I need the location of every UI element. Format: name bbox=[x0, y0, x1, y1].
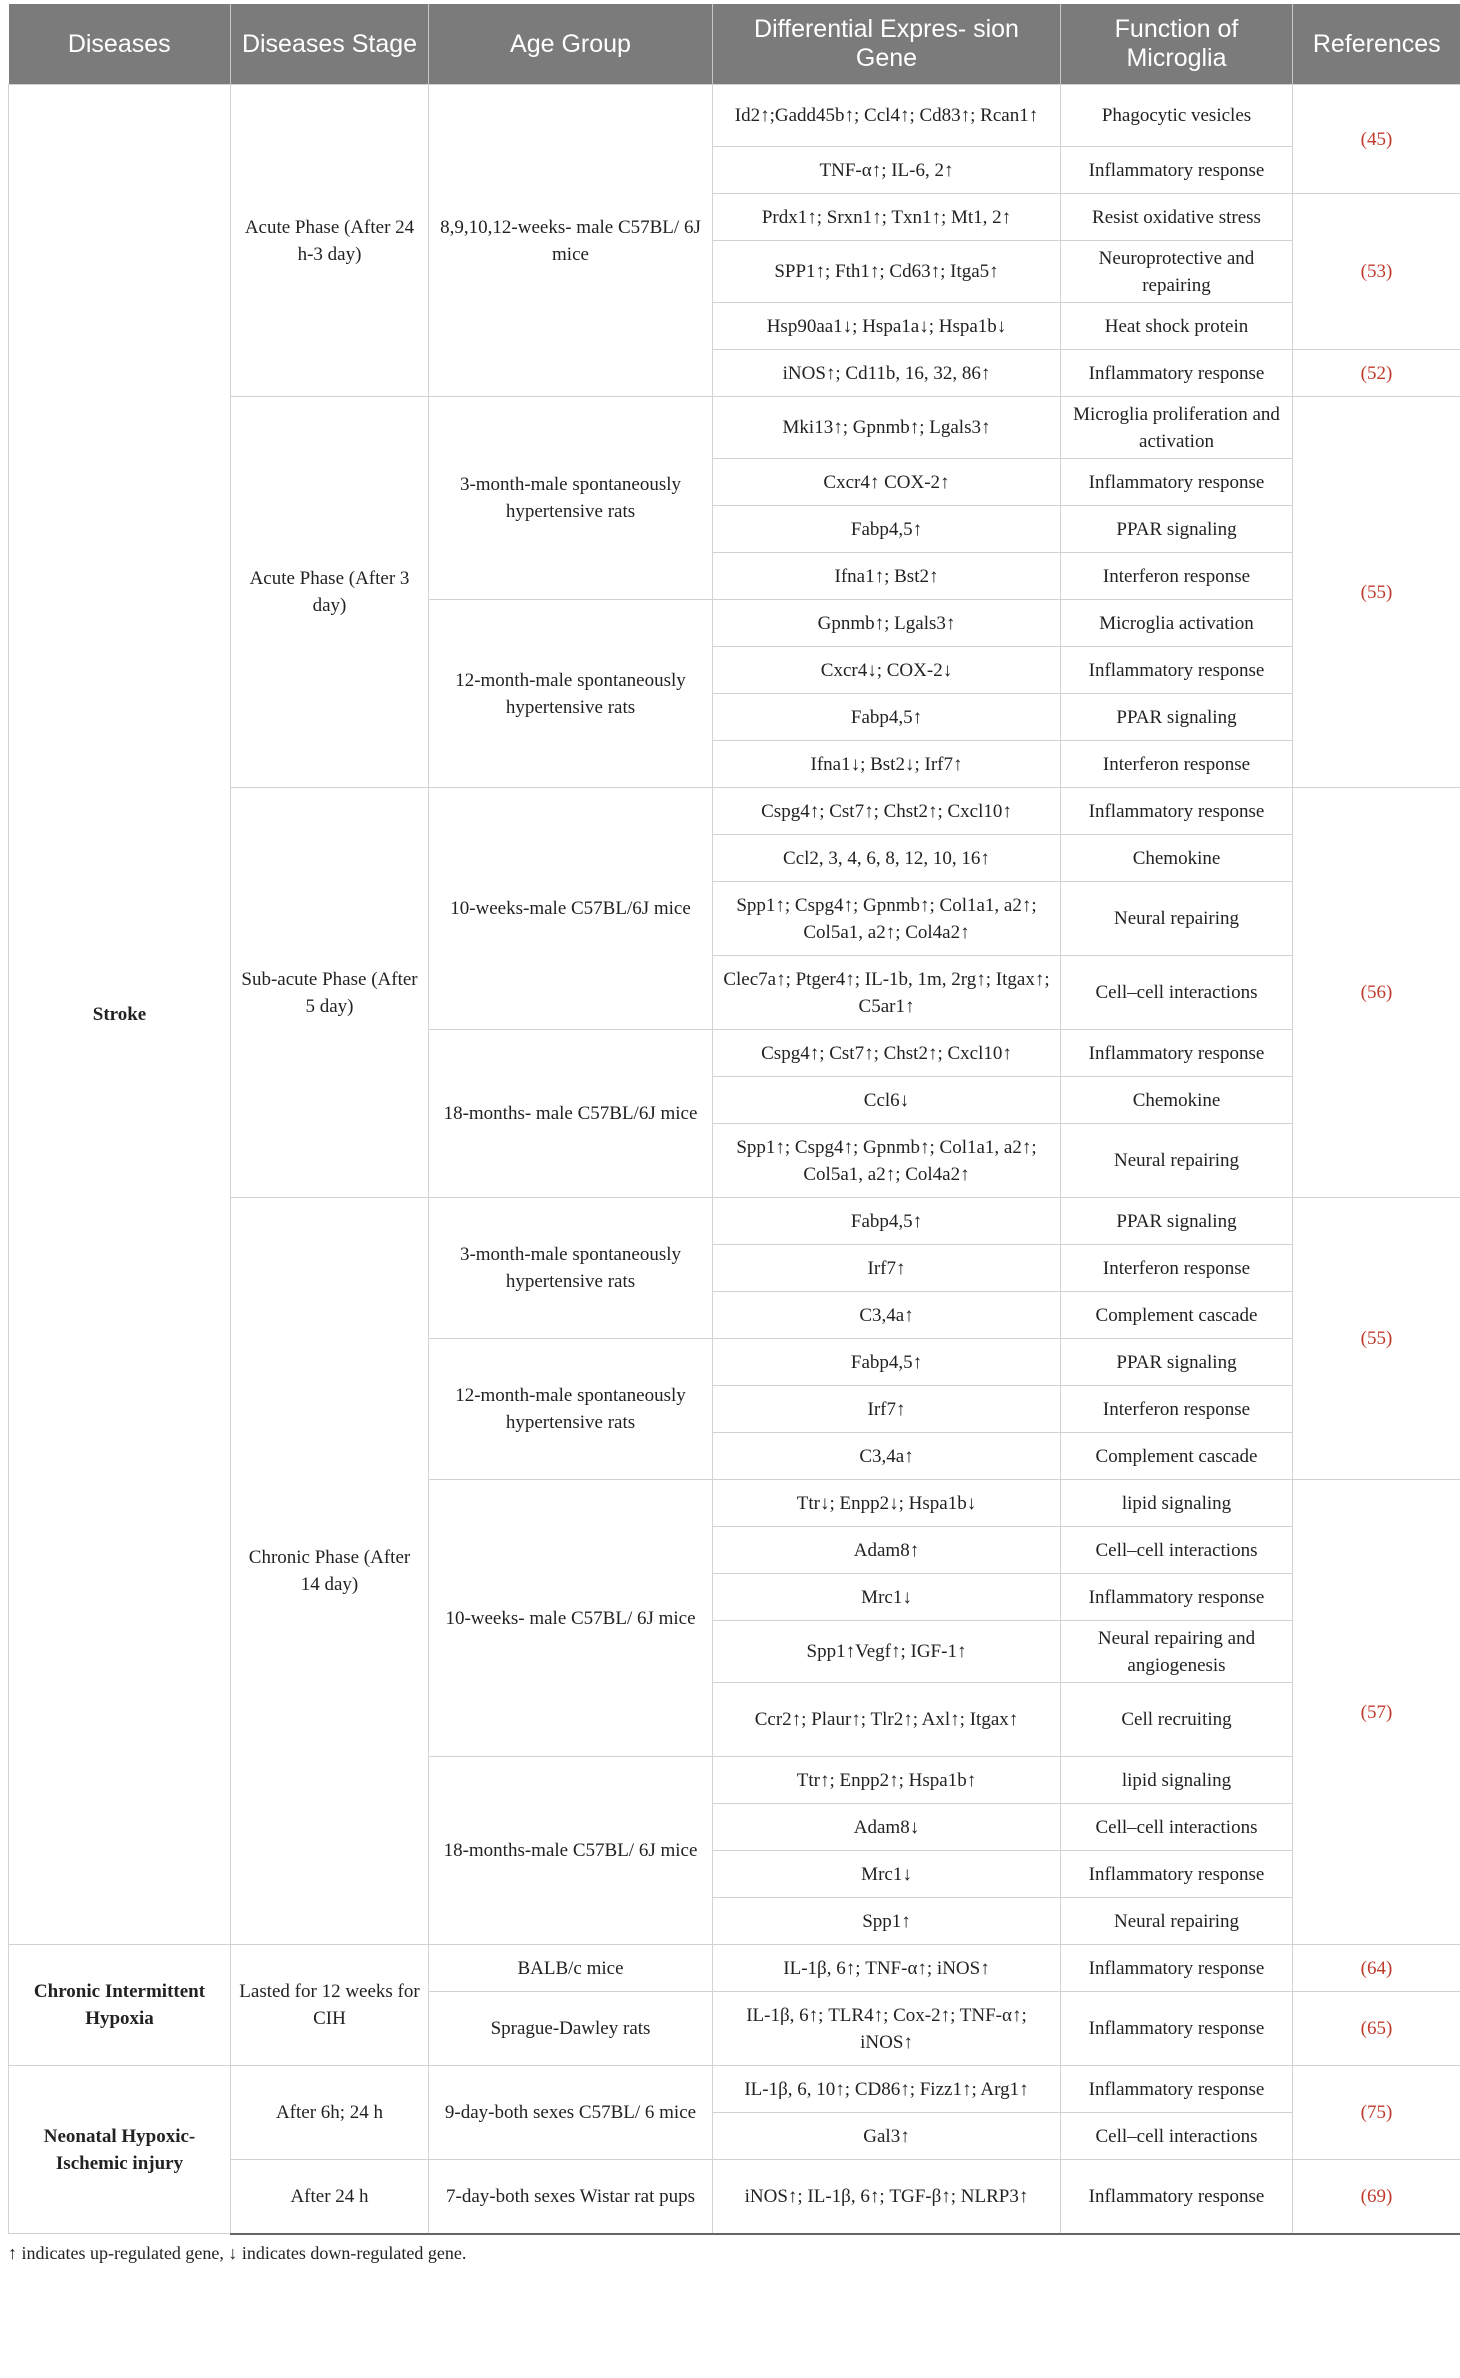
table-row bbox=[9, 2066, 1460, 2113]
header-diseases-stage: Diseases Stage bbox=[231, 4, 429, 85]
cell-function: PPAR signaling bbox=[1061, 1198, 1293, 1245]
cell-gene: Adam8↓ bbox=[713, 1804, 1061, 1851]
header-age-group: Age Group bbox=[429, 4, 713, 85]
cell-gene: IL-1β, 6, 10↑; CD86↑; Fizz1↑; Arg1↑ bbox=[713, 2066, 1061, 2113]
cell-reference: (52) bbox=[1293, 350, 1460, 397]
cell-gene: Mrc1↓ bbox=[713, 1851, 1061, 1898]
cell-age-group: 10-weeks-male C57BL/6J mice bbox=[429, 788, 713, 1030]
cell-gene: Fabp4,5↑ bbox=[713, 694, 1061, 741]
cell-age-group: BALB/c mice bbox=[429, 1945, 713, 1992]
cell-function: Chemokine bbox=[1061, 835, 1293, 882]
header-row bbox=[9, 4, 1460, 85]
cell-function: Complement cascade bbox=[1061, 1292, 1293, 1339]
cell-function: lipid signaling bbox=[1061, 1757, 1293, 1804]
cell-gene: Spp1↑; Cspg4↑; Gpnmb↑; Col1a1, a2↑; Col5a1, a2↑; Col4a2↑ bbox=[713, 1124, 1061, 1198]
cell-gene: Ccr2↑; Plaur↑; Tlr2↑; Axl↑; Itgax↑ bbox=[713, 1683, 1061, 1757]
cell-gene: Hsp90aa1↓; Hspa1a↓; Hspa1b↓ bbox=[713, 303, 1061, 350]
cell-gene: iNOS↑; Cd11b, 16, 32, 86↑ bbox=[713, 350, 1061, 397]
cell-function: Interferon response bbox=[1061, 1245, 1293, 1292]
table-row bbox=[9, 85, 1460, 147]
cell-function: Cell–cell interactions bbox=[1061, 2113, 1293, 2160]
cell-gene: Prdx1↑; Srxn1↑; Txn1↑; Mt1, 2↑ bbox=[713, 194, 1061, 241]
cell-disease: Chronic Intermittent Hypoxia bbox=[9, 1945, 231, 2066]
data-table bbox=[8, 4, 1460, 2235]
cell-function: Inflammatory response bbox=[1061, 647, 1293, 694]
cell-age-group: 10-weeks- male C57BL/ 6J mice bbox=[429, 1480, 713, 1757]
cell-gene: Ccl2, 3, 4, 6, 8, 12, 10, 16↑ bbox=[713, 835, 1061, 882]
cell-function: Neuroprotective and repairing bbox=[1061, 241, 1293, 303]
cell-gene: Adam8↑ bbox=[713, 1527, 1061, 1574]
cell-gene: Ccl6↓ bbox=[713, 1077, 1061, 1124]
cell-function: Heat shock protein bbox=[1061, 303, 1293, 350]
cell-gene: Ifna1↑; Bst2↑ bbox=[713, 553, 1061, 600]
cell-function: Microglia activation bbox=[1061, 600, 1293, 647]
cell-function: Interferon response bbox=[1061, 1386, 1293, 1433]
cell-gene: IL-1β, 6↑; TNF-α↑; iNOS↑ bbox=[713, 1945, 1061, 1992]
cell-reference: (65) bbox=[1293, 1992, 1460, 2066]
cell-gene: Spp1↑ bbox=[713, 1898, 1061, 1945]
cell-function: Resist oxidative stress bbox=[1061, 194, 1293, 241]
cell-gene: Mrc1↓ bbox=[713, 1574, 1061, 1621]
cell-gene: TNF-α↑; IL-6, 2↑ bbox=[713, 147, 1061, 194]
cell-function: Inflammatory response bbox=[1061, 1851, 1293, 1898]
cell-function: Microglia proliferation and activation bbox=[1061, 397, 1293, 459]
cell-age-group: 18-months- male C57BL/6J mice bbox=[429, 1030, 713, 1198]
cell-stage: Sub-acute Phase (After 5 day) bbox=[231, 788, 429, 1198]
cell-gene: Cspg4↑; Cst7↑; Chst2↑; Cxcl10↑ bbox=[713, 788, 1061, 835]
cell-function: PPAR signaling bbox=[1061, 694, 1293, 741]
cell-age-group: 8,9,10,12-weeks- male C57BL/ 6J mice bbox=[429, 85, 713, 397]
cell-reference: (69) bbox=[1293, 2160, 1460, 2234]
cell-gene: Fabp4,5↑ bbox=[713, 1339, 1061, 1386]
cell-function: PPAR signaling bbox=[1061, 1339, 1293, 1386]
cell-function: Inflammatory response bbox=[1061, 350, 1293, 397]
cell-gene: Ttr↑; Enpp2↑; Hspa1b↑ bbox=[713, 1757, 1061, 1804]
cell-stage: Acute Phase (After 24 h-3 day) bbox=[231, 85, 429, 397]
cell-gene: C3,4a↑ bbox=[713, 1433, 1061, 1480]
cell-function: PPAR signaling bbox=[1061, 506, 1293, 553]
cell-gene: iNOS↑; IL-1β, 6↑; TGF-β↑; NLRP3↑ bbox=[713, 2160, 1061, 2234]
cell-function: Inflammatory response bbox=[1061, 788, 1293, 835]
cell-function: Neural repairing and angiogenesis bbox=[1061, 1621, 1293, 1683]
cell-function: Inflammatory response bbox=[1061, 1992, 1293, 2066]
cell-function: Cell–cell interactions bbox=[1061, 1804, 1293, 1851]
cell-function: Complement cascade bbox=[1061, 1433, 1293, 1480]
page bbox=[8, 4, 1460, 2264]
cell-gene: Fabp4,5↑ bbox=[713, 506, 1061, 553]
cell-disease: Neonatal Hypoxic- Ischemic injury bbox=[9, 2066, 231, 2234]
cell-function: Interferon response bbox=[1061, 553, 1293, 600]
table-footnote: ↑ indicates up-regulated gene, ↓ indicates down-regulated gene. bbox=[8, 2242, 467, 2263]
header-function-of-microglia: Function of Microglia bbox=[1061, 4, 1293, 85]
cell-gene: IL-1β, 6↑; TLR4↑; Cox-2↑; TNF-α↑; iNOS↑ bbox=[713, 1992, 1061, 2066]
cell-age-group: 3-month-male spontaneously hypertensive rats bbox=[429, 397, 713, 600]
cell-gene: Spp1↑; Cspg4↑; Gpnmb↑; Col1a1, a2↑; Col5a1, a2↑; Col4a2↑ bbox=[713, 882, 1061, 956]
cell-function: Inflammatory response bbox=[1061, 1030, 1293, 1077]
cell-gene: Cspg4↑; Cst7↑; Chst2↑; Cxcl10↑ bbox=[713, 1030, 1061, 1077]
cell-age-group: 3-month-male spontaneously hypertensive rats bbox=[429, 1198, 713, 1339]
cell-gene: Cxcr4↓; COX-2↓ bbox=[713, 647, 1061, 694]
cell-reference: (55) bbox=[1293, 397, 1460, 788]
cell-age-group: 18-months-male C57BL/ 6J mice bbox=[429, 1757, 713, 1945]
cell-gene: Irf7↑ bbox=[713, 1245, 1061, 1292]
cell-function: Chemokine bbox=[1061, 1077, 1293, 1124]
cell-gene: Id2↑;Gadd45b↑; Ccl4↑; Cd83↑; Rcan1↑ bbox=[713, 85, 1061, 147]
cell-function: Inflammatory response bbox=[1061, 1945, 1293, 1992]
cell-reference: (55) bbox=[1293, 1198, 1460, 1480]
cell-stage: Acute Phase (After 3 day) bbox=[231, 397, 429, 788]
cell-gene: Cxcr4↑ COX-2↑ bbox=[713, 459, 1061, 506]
header-differential-expression-gene: Differential Expres- sion Gene bbox=[713, 4, 1061, 85]
cell-disease: Stroke bbox=[9, 85, 231, 1945]
cell-stage: After 6h; 24 h bbox=[231, 2066, 429, 2160]
cell-function: Cell–cell interactions bbox=[1061, 1527, 1293, 1574]
cell-age-group: 12-month-male spontaneously hypertensive rats bbox=[429, 600, 713, 788]
cell-function: lipid signaling bbox=[1061, 1480, 1293, 1527]
cell-function: Inflammatory response bbox=[1061, 459, 1293, 506]
cell-reference: (75) bbox=[1293, 2066, 1460, 2160]
cell-age-group: 9-day-both sexes C57BL/ 6 mice bbox=[429, 2066, 713, 2160]
cell-function: Neural repairing bbox=[1061, 1898, 1293, 1945]
header-references: References bbox=[1293, 4, 1460, 85]
cell-gene: Spp1↑Vegf↑; IGF-1↑ bbox=[713, 1621, 1061, 1683]
cell-gene: Fabp4,5↑ bbox=[713, 1198, 1061, 1245]
cell-reference: (57) bbox=[1293, 1480, 1460, 1945]
cell-function: Phagocytic vesicles bbox=[1061, 85, 1293, 147]
cell-function: Inflammatory response bbox=[1061, 147, 1293, 194]
cell-age-group: Sprague-Dawley rats bbox=[429, 1992, 713, 2066]
cell-stage: After 24 h bbox=[231, 2160, 429, 2234]
cell-reference: (53) bbox=[1293, 194, 1460, 350]
table-row bbox=[9, 1945, 1460, 1992]
cell-reference: (56) bbox=[1293, 788, 1460, 1198]
cell-gene: C3,4a↑ bbox=[713, 1292, 1061, 1339]
cell-gene: Gal3↑ bbox=[713, 2113, 1061, 2160]
cell-function: Inflammatory response bbox=[1061, 2066, 1293, 2113]
cell-function: Neural repairing bbox=[1061, 1124, 1293, 1198]
cell-gene: Ifna1↓; Bst2↓; Irf7↑ bbox=[713, 741, 1061, 788]
cell-function: Inflammatory response bbox=[1061, 1574, 1293, 1621]
cell-stage: Lasted for 12 weeks for CIH bbox=[231, 1945, 429, 2066]
cell-function: Cell recruiting bbox=[1061, 1683, 1293, 1757]
cell-gene: SPP1↑; Fth1↑; Cd63↑; Itga5↑ bbox=[713, 241, 1061, 303]
cell-gene: Mki13↑; Gpnmb↑; Lgals3↑ bbox=[713, 397, 1061, 459]
cell-reference: (64) bbox=[1293, 1945, 1460, 1992]
cell-gene: Clec7a↑; Ptger4↑; IL-1b, 1m, 2rg↑; Itgax↑; C5ar1↑ bbox=[713, 956, 1061, 1030]
cell-function: Neural repairing bbox=[1061, 882, 1293, 956]
cell-function: Cell–cell interactions bbox=[1061, 956, 1293, 1030]
header-diseases: Diseases bbox=[9, 4, 231, 85]
cell-gene: Gpnmb↑; Lgals3↑ bbox=[713, 600, 1061, 647]
cell-reference: (45) bbox=[1293, 85, 1460, 194]
cell-age-group: 7-day-both sexes Wistar rat pups bbox=[429, 2160, 713, 2234]
cell-function: Inflammatory response bbox=[1061, 2160, 1293, 2234]
cell-function: Interferon response bbox=[1061, 741, 1293, 788]
cell-gene: Ttr↓; Enpp2↓; Hspa1b↓ bbox=[713, 1480, 1061, 1527]
cell-age-group: 12-month-male spontaneously hypertensive rats bbox=[429, 1339, 713, 1480]
cell-gene: Irf7↑ bbox=[713, 1386, 1061, 1433]
cell-stage: Chronic Phase (After 14 day) bbox=[231, 1198, 429, 1945]
